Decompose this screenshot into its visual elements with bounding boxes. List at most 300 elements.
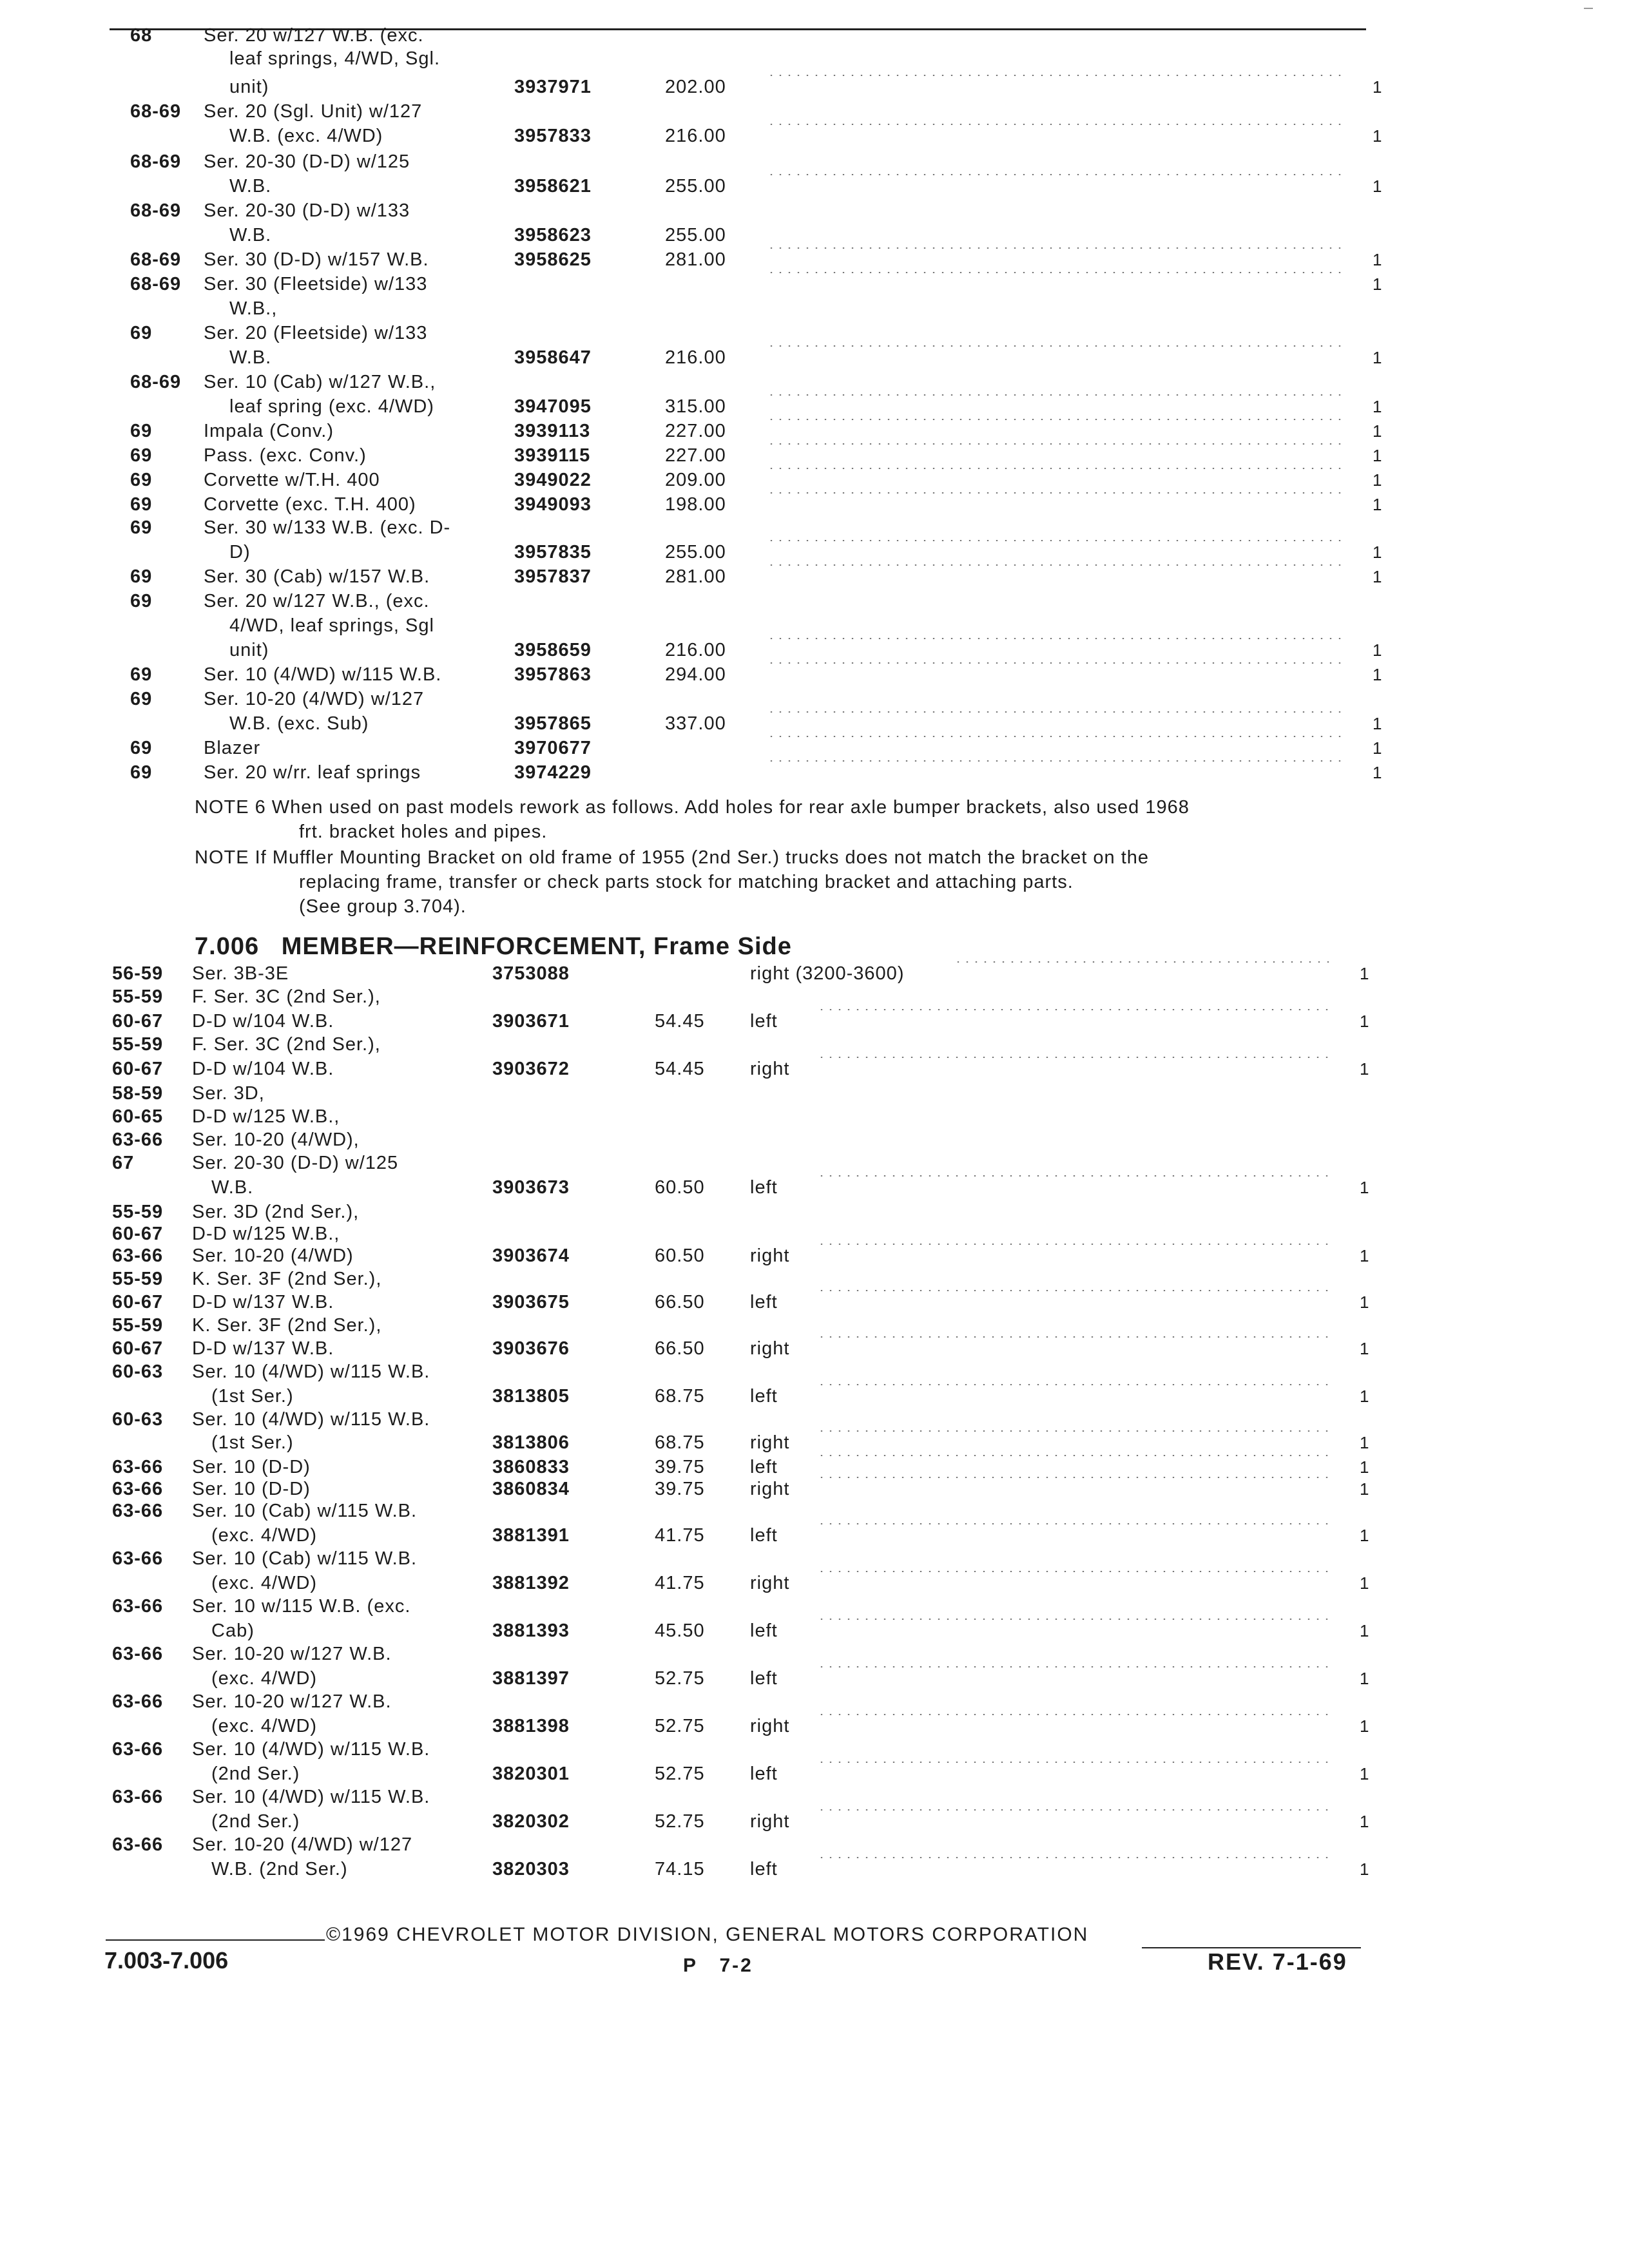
model-year: 69 <box>130 664 153 685</box>
dot-leader <box>817 1384 1334 1385</box>
application-description: Ser. 10 (Cab) w/127 W.B., <box>204 372 436 392</box>
application-description: (2nd Ser.) <box>211 1811 300 1832</box>
list-price: 202.00 <box>665 77 726 97</box>
part-number: 3939113 <box>514 421 591 441</box>
model-year: 63-66 <box>112 1501 164 1521</box>
list-price: 52.75 <box>655 1811 705 1832</box>
part-number: 3860833 <box>492 1457 570 1477</box>
dot-leader <box>817 1009 1334 1010</box>
table-row <box>0 419 1629 445</box>
model-year: 68-69 <box>130 151 182 172</box>
part-number: 3958647 <box>514 347 592 368</box>
application-description: W.B., <box>229 298 278 319</box>
model-year: 55-59 <box>112 986 164 1007</box>
table-row <box>0 1267 1629 1293</box>
quantity: 1 <box>1360 1012 1370 1031</box>
application-description: Ser. 30 (Fleetside) w/133 <box>204 274 428 294</box>
list-price: 227.00 <box>665 445 726 466</box>
application-description: D-D w/137 W.B. <box>192 1292 334 1312</box>
model-year: 63-66 <box>112 1479 164 1499</box>
table-row <box>0 1104 1629 1130</box>
table-row <box>0 760 1629 786</box>
table-row <box>0 394 1629 420</box>
quantity: 1 <box>1373 397 1383 416</box>
part-number: 3958621 <box>514 176 592 197</box>
table-row <box>0 1809 1629 1835</box>
application-description: Ser. 10 (4/WD) w/115 W.B. <box>192 1409 430 1430</box>
list-price: 255.00 <box>665 542 726 562</box>
application-description: leaf springs, 4/WD, Sgl. <box>229 48 440 69</box>
side-designation: right <box>750 1245 790 1266</box>
part-number: 3957863 <box>514 664 592 685</box>
table-row <box>0 345 1629 371</box>
part-number: 3860834 <box>492 1479 570 1499</box>
application-description: D-D w/137 W.B. <box>192 1338 334 1359</box>
note-muffler-line-2: replacing frame, transfer or check parts stock for matching bracket and attaching parts. <box>299 872 1074 892</box>
part-number: 3820301 <box>492 1763 570 1784</box>
dot-leader <box>767 492 1347 494</box>
model-year: 63-66 <box>112 1596 164 1617</box>
quantity: 1 <box>1373 543 1383 562</box>
application-description: Corvette (exc. T.H. 400) <box>204 494 416 515</box>
dot-leader <box>817 1857 1334 1858</box>
quantity: 1 <box>1360 1812 1370 1831</box>
side-designation: right <box>750 1338 790 1359</box>
application-description: W.B. <box>211 1177 254 1198</box>
application-description: unit) <box>229 640 269 660</box>
table-row <box>0 99 1629 125</box>
application-description: W.B. (exc. Sub) <box>229 713 369 734</box>
application-description: Ser. 30 w/133 W.B. (exc. D- <box>204 517 451 538</box>
part-number: 3881393 <box>492 1620 570 1641</box>
table-row <box>0 1571 1629 1597</box>
model-year: 63-66 <box>112 1691 164 1712</box>
dot-leader <box>767 564 1347 566</box>
model-year: 69 <box>130 738 153 758</box>
table-row <box>0 1290 1629 1316</box>
quantity: 1 <box>1360 1764 1370 1783</box>
part-number: 3903676 <box>492 1338 570 1359</box>
table-row <box>0 1762 1629 1787</box>
dot-leader <box>767 174 1347 175</box>
footer-copyright: ©1969 CHEVROLET MOTOR DIVISION, GENERAL MOTORS CORPORATION <box>326 1924 1089 1945</box>
dot-leader <box>817 1057 1334 1058</box>
side-designation: right <box>750 1811 790 1832</box>
model-year: 68-69 <box>130 101 182 122</box>
table-row <box>0 247 1629 273</box>
application-description: D-D w/125 W.B., <box>192 1106 340 1127</box>
model-year: 63-66 <box>112 1644 164 1664</box>
application-description: W.B. <box>229 347 272 368</box>
table-row <box>0 468 1629 494</box>
part-number: 3881398 <box>492 1716 570 1736</box>
quantity: 1 <box>1373 421 1383 441</box>
side-designation: right (3200-3600) <box>750 963 905 984</box>
quantity: 1 <box>1360 1339 1370 1358</box>
dot-leader <box>817 1571 1334 1572</box>
side-designation: left <box>750 1011 778 1032</box>
model-year: 55-59 <box>112 1269 164 1289</box>
dot-leader <box>817 1619 1334 1620</box>
application-description: F. Ser. 3C (2nd Ser.), <box>192 986 381 1007</box>
application-description: Ser. 30 (D-D) w/157 W.B. <box>204 249 429 270</box>
model-year: 60-67 <box>112 1011 164 1032</box>
side-designation: left <box>750 1177 778 1198</box>
list-price: 255.00 <box>665 176 726 197</box>
model-year: 69 <box>130 470 153 490</box>
part-number: 3957833 <box>514 126 592 146</box>
table-row <box>0 23 1629 49</box>
table-row <box>0 1244 1629 1269</box>
footer-page-number: P 7-2 <box>683 1955 753 1976</box>
list-price: 52.75 <box>655 1668 705 1689</box>
part-number: 3903675 <box>492 1292 570 1312</box>
application-description: Cab) <box>211 1620 255 1641</box>
quantity: 1 <box>1373 446 1383 465</box>
application-description: Corvette w/T.H. 400 <box>204 470 380 490</box>
application-description: Ser. 10 (4/WD) w/115 W.B. <box>192 1787 430 1807</box>
table-row <box>0 1081 1629 1107</box>
quantity: 1 <box>1360 1178 1370 1197</box>
table-row <box>0 1175 1629 1201</box>
application-description: W.B. (exc. 4/WD) <box>229 126 383 146</box>
list-price: 60.50 <box>655 1245 705 1266</box>
model-year: 68-69 <box>130 249 182 270</box>
dot-leader <box>817 1477 1334 1478</box>
quantity: 1 <box>1373 738 1383 758</box>
application-description: Ser. 10-20 (4/WD), <box>192 1129 360 1150</box>
table-row <box>0 711 1629 737</box>
dot-leader <box>817 1455 1334 1456</box>
quantity: 1 <box>1373 126 1383 146</box>
list-price: 52.75 <box>655 1716 705 1736</box>
part-number: 3958623 <box>514 225 592 245</box>
table-row <box>0 1384 1629 1410</box>
table-row <box>0 961 1629 987</box>
model-year: 69 <box>130 445 153 466</box>
part-number: 3903671 <box>492 1011 570 1032</box>
table-row <box>0 1737 1629 1763</box>
application-description: (exc. 4/WD) <box>211 1716 318 1736</box>
dot-leader <box>767 443 1347 445</box>
table-row <box>0 1666 1629 1692</box>
model-year: 63-66 <box>112 1457 164 1477</box>
list-price: 41.75 <box>655 1525 705 1546</box>
application-description: D-D w/104 W.B. <box>192 1059 334 1079</box>
table-row <box>0 736 1629 762</box>
model-year: 67 <box>112 1153 135 1173</box>
list-price: 54.45 <box>655 1011 705 1032</box>
model-year: 68 <box>130 25 153 46</box>
model-year: 60-63 <box>112 1409 164 1430</box>
dot-leader <box>767 468 1347 469</box>
application-description: Ser. 10-20 w/127 W.B. <box>192 1691 392 1712</box>
part-number: 3903673 <box>492 1177 570 1198</box>
application-description: Ser. 20-30 (D-D) w/125 <box>192 1153 399 1173</box>
table-row <box>0 370 1629 396</box>
table-row <box>0 149 1629 175</box>
application-description: Ser. 10-20 (4/WD) w/127 <box>192 1834 413 1855</box>
application-description: (exc. 4/WD) <box>211 1668 318 1689</box>
model-year: 60-67 <box>112 1292 164 1312</box>
section-heading: 7.006 MEMBER—REINFORCEMENT, Frame Side <box>195 933 792 960</box>
model-year: 69 <box>130 323 153 343</box>
part-number: 3813805 <box>492 1386 570 1407</box>
model-year: 69 <box>130 591 153 611</box>
table-row <box>0 564 1629 590</box>
list-price: 281.00 <box>665 249 726 270</box>
application-description: Ser. 20 w/127 W.B., (exc. <box>204 591 430 611</box>
table-row <box>0 1032 1629 1058</box>
list-price: 68.75 <box>655 1432 705 1453</box>
dot-leader <box>767 124 1347 125</box>
quantity: 1 <box>1373 177 1383 196</box>
table-row <box>0 321 1629 347</box>
part-number: 3937971 <box>514 77 592 97</box>
quantity: 1 <box>1373 77 1383 97</box>
application-description: Ser. 10 w/115 W.B. (exc. <box>192 1596 411 1617</box>
table-row <box>0 1857 1629 1883</box>
note-muffler-line-3: (See group 3.704). <box>299 896 467 917</box>
side-designation: left <box>750 1859 778 1879</box>
dot-leader <box>817 1523 1334 1524</box>
list-price: 216.00 <box>665 126 726 146</box>
dot-leader <box>767 540 1347 541</box>
dot-leader <box>817 1430 1334 1432</box>
table-row <box>0 515 1629 541</box>
application-description: Ser. 10 (D-D) <box>192 1479 311 1499</box>
list-price: 74.15 <box>655 1859 705 1879</box>
table-row <box>0 1407 1629 1433</box>
application-description: Ser. 10 (4/WD) w/115 W.B. <box>192 1739 430 1760</box>
quantity: 1 <box>1360 1669 1370 1688</box>
table-row <box>0 223 1629 249</box>
side-designation: right <box>750 1432 790 1453</box>
dot-leader <box>817 1762 1334 1763</box>
table-row <box>0 985 1629 1010</box>
list-price: 209.00 <box>665 470 726 490</box>
part-number: 3881397 <box>492 1668 570 1689</box>
application-description: leaf spring (exc. 4/WD) <box>229 396 434 417</box>
dot-leader <box>767 272 1347 273</box>
application-description: Ser. 20 (Fleetside) w/133 <box>204 323 428 343</box>
list-price: 281.00 <box>665 566 726 587</box>
application-description: Ser. 20-30 (D-D) w/133 <box>204 200 410 221</box>
model-year: 60-67 <box>112 1338 164 1359</box>
footer-revision: REV. 7-1-69 <box>1208 1948 1347 1975</box>
part-number: 3881392 <box>492 1573 570 1593</box>
table-row <box>0 492 1629 518</box>
model-year: 69 <box>130 566 153 587</box>
list-price: 216.00 <box>665 640 726 660</box>
dot-leader <box>817 1809 1334 1811</box>
side-designation: left <box>750 1620 778 1641</box>
dot-leader <box>767 760 1347 762</box>
list-price: 337.00 <box>665 713 726 734</box>
table-row <box>0 589 1629 615</box>
list-price: 39.75 <box>655 1457 705 1477</box>
table-row <box>0 638 1629 664</box>
application-description: Impala (Conv.) <box>204 421 334 441</box>
application-description: (exc. 4/WD) <box>211 1525 318 1546</box>
dot-leader <box>767 419 1347 420</box>
list-price: 227.00 <box>665 421 726 441</box>
model-year: 63-66 <box>112 1787 164 1807</box>
quantity: 1 <box>1373 250 1383 269</box>
quantity: 1 <box>1360 1716 1370 1736</box>
application-description: Ser. 3D, <box>192 1083 265 1104</box>
application-description: Ser. 10 (D-D) <box>192 1457 311 1477</box>
list-price: 294.00 <box>665 664 726 685</box>
table-row <box>0 1336 1629 1362</box>
quantity: 1 <box>1360 1293 1370 1312</box>
footer-rule-left <box>106 1939 325 1941</box>
list-price: 39.75 <box>655 1479 705 1499</box>
model-year: 69 <box>130 689 153 709</box>
table-row <box>0 1642 1629 1667</box>
part-number: 3903674 <box>492 1245 570 1266</box>
footer-group-range: 7.003-7.006 <box>104 1947 229 1974</box>
quantity: 1 <box>1360 1246 1370 1265</box>
list-price: 41.75 <box>655 1573 705 1593</box>
dot-leader <box>817 1714 1334 1715</box>
list-price: 45.50 <box>655 1620 705 1641</box>
table-row <box>0 1619 1629 1644</box>
dot-leader <box>954 961 1334 963</box>
part-number: 3820303 <box>492 1859 570 1879</box>
model-year: 69 <box>130 421 153 441</box>
table-row <box>0 1057 1629 1082</box>
table-row <box>0 124 1629 149</box>
application-description: Ser. 10-20 w/127 W.B. <box>192 1644 392 1664</box>
quantity: 1 <box>1360 1860 1370 1879</box>
list-price: 255.00 <box>665 225 726 245</box>
table-row <box>0 613 1629 639</box>
application-description: W.B. <box>229 225 272 245</box>
dot-leader <box>767 736 1347 737</box>
part-number: 3957837 <box>514 566 592 587</box>
list-price: 198.00 <box>665 494 726 515</box>
application-description: W.B. <box>229 176 272 197</box>
application-description: Ser. 20 w/rr. leaf springs <box>204 762 421 783</box>
dot-leader <box>817 1666 1334 1667</box>
model-year: 60-67 <box>112 1224 164 1244</box>
model-year: 58-59 <box>112 1083 164 1104</box>
application-description: 4/WD, leaf springs, Sgl <box>229 615 434 636</box>
dot-leader <box>767 662 1347 664</box>
side-designation: right <box>750 1479 790 1499</box>
application-description: Ser. 30 (Cab) w/157 W.B. <box>204 566 430 587</box>
table-row <box>0 687 1629 713</box>
dot-leader <box>817 1175 1334 1177</box>
part-number: 3903672 <box>492 1059 570 1079</box>
table-row <box>0 272 1629 298</box>
list-price: 52.75 <box>655 1763 705 1784</box>
table-row <box>0 1546 1629 1572</box>
application-description: (1st Ser.) <box>211 1432 294 1453</box>
model-year: 60-65 <box>112 1106 164 1127</box>
dot-leader <box>767 345 1347 347</box>
model-year: 69 <box>130 494 153 515</box>
application-description: Ser. 10 (Cab) w/115 W.B. <box>192 1501 418 1521</box>
dot-leader <box>767 638 1347 639</box>
quantity: 1 <box>1373 567 1383 586</box>
part-number: 3813806 <box>492 1432 570 1453</box>
part-number: 3974229 <box>514 762 592 783</box>
part-number: 3820302 <box>492 1811 570 1832</box>
side-designation: left <box>750 1525 778 1546</box>
model-year: 63-66 <box>112 1129 164 1150</box>
model-year: 63-66 <box>112 1834 164 1855</box>
application-description: unit) <box>229 77 269 97</box>
dot-leader <box>767 394 1347 396</box>
model-year: 55-59 <box>112 1315 164 1336</box>
note-6-line-2: frt. bracket holes and pipes. <box>299 822 548 842</box>
model-year: 63-66 <box>112 1548 164 1569</box>
table-row <box>0 1594 1629 1620</box>
table-row <box>0 174 1629 200</box>
application-description: D) <box>229 542 251 562</box>
application-description: Ser. 10 (Cab) w/115 W.B. <box>192 1548 418 1569</box>
side-designation: left <box>750 1386 778 1407</box>
table-row <box>0 1689 1629 1715</box>
quantity: 1 <box>1373 714 1383 733</box>
application-description: Ser. 10 (4/WD) w/115 W.B. <box>192 1361 430 1382</box>
table-row <box>0 75 1629 101</box>
quantity: 1 <box>1373 348 1383 367</box>
model-year: 63-66 <box>112 1245 164 1266</box>
part-number: 3753088 <box>492 963 570 984</box>
application-description: Blazer <box>204 738 261 758</box>
part-number: 3958625 <box>514 249 592 270</box>
quantity: 1 <box>1373 640 1383 660</box>
list-price: 66.50 <box>655 1292 705 1312</box>
list-price: 54.45 <box>655 1059 705 1079</box>
application-description: Ser. 20 w/127 W.B. (exc. <box>204 25 424 46</box>
part-number: 3957835 <box>514 542 592 562</box>
model-year: 60-67 <box>112 1059 164 1079</box>
list-price: 315.00 <box>665 396 726 417</box>
part-number: 3949022 <box>514 470 592 490</box>
quantity: 1 <box>1360 1059 1370 1079</box>
side-designation: right <box>750 1573 790 1593</box>
quantity: 1 <box>1360 1387 1370 1406</box>
quantity: 1 <box>1373 763 1383 782</box>
part-number: 3881391 <box>492 1525 570 1546</box>
table-row <box>0 540 1629 566</box>
scan-speck <box>1584 8 1593 9</box>
model-year: 60-63 <box>112 1361 164 1382</box>
application-description: Ser. 10-20 (4/WD) <box>192 1245 354 1266</box>
side-designation: left <box>750 1292 778 1312</box>
quantity: 1 <box>1360 1621 1370 1640</box>
note-muffler-line-1: NOTE If Muffler Mounting Bracket on old frame of 1955 (2nd Ser.) trucks does not match the bracket on the <box>195 847 1150 868</box>
table-row <box>0 1832 1629 1858</box>
dot-leader <box>817 1244 1334 1245</box>
model-year: 69 <box>130 517 153 538</box>
application-description: F. Ser. 3C (2nd Ser.), <box>192 1034 381 1055</box>
quantity: 1 <box>1373 665 1383 684</box>
part-number: 3957865 <box>514 713 592 734</box>
quantity: 1 <box>1373 470 1383 490</box>
table-row <box>0 1009 1629 1035</box>
model-year: 69 <box>130 762 153 783</box>
model-year: 55-59 <box>112 1202 164 1222</box>
list-price: 216.00 <box>665 347 726 368</box>
side-designation: right <box>750 1716 790 1736</box>
application-description: Ser. 10 (4/WD) w/115 W.B. <box>204 664 442 685</box>
model-year: 68-69 <box>130 372 182 392</box>
